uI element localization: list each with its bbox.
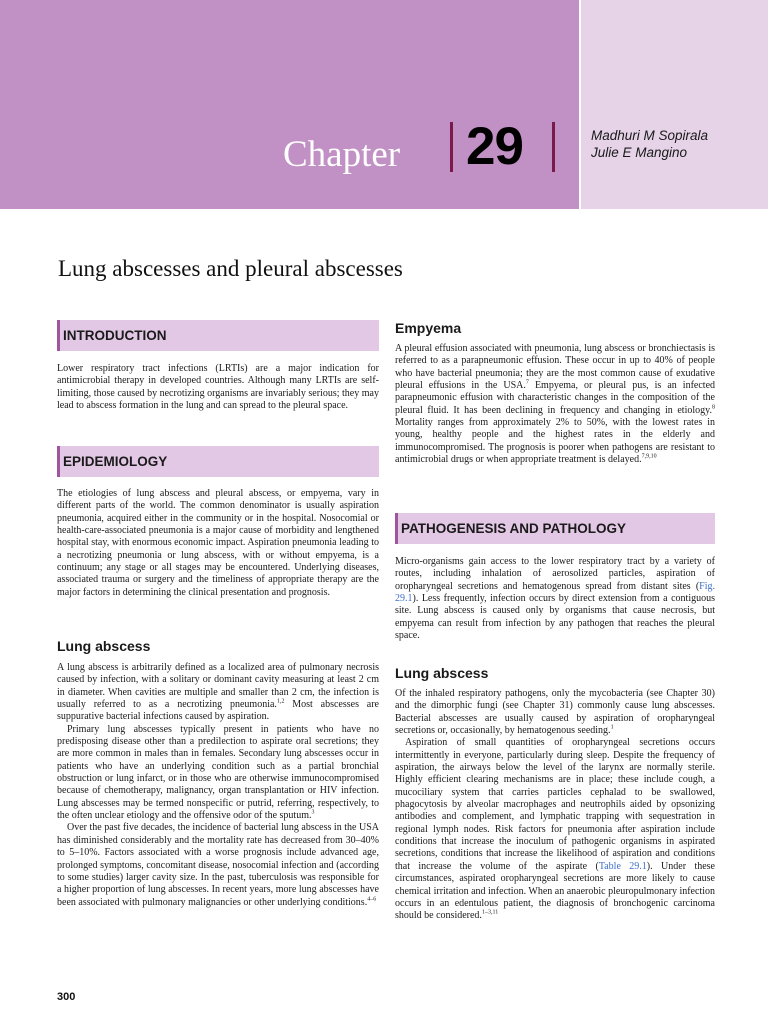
- author-list: [591, 127, 708, 161]
- paragraph-text: A lung abscess is arbitrarily defined as a localized area of pulmonary necrosis caused by infection, with a solitary or dominant cavity measuring at least 2 cm in diameter. When cavities are multiple and smaller than 2 cm, the infection is usually referred to as a necrotizing pneumonia.: [57, 662, 379, 711]
- subheading-lung-abscess: Lung abscess: [395, 665, 489, 681]
- body-paragraph: [395, 737, 715, 922]
- citation: 8: [712, 404, 715, 411]
- body-paragraph: [57, 724, 379, 823]
- citation: 7: [525, 379, 529, 386]
- paragraph-text: Aspiration of small quantities of oropharyngeal secretions occurs intermittently in everyone, particularly during sleep. Despite the frequency of aspiration, the airways below the level of the larynx are normally sterile. Highly efficient clearing mechanisms are in place; these include cough, a mucociliary system that carries particles cephalad to be swallowed, phagocytosis by alveolar macrophages and neutrophils aided by opsonizing antibodies and complement, and lymphatic trapping with sequestration in regional lymph nodes. Risk factors for pneumonia after aspiration include conditions that increase the inoculum of pathogenic organisms in aspirated secretions, conditions that increase the likelihood of aspiration and conditions that increase the volume of the aspirate (: [395, 737, 715, 872]
- lung-abscess-body: [57, 662, 379, 909]
- citation: 3: [311, 809, 315, 816]
- author-name: Madhuri M Sopirala: [591, 128, 709, 143]
- paragraph-text: Most abscesses are suppurative bacterial infections caused by aspiration.: [57, 699, 380, 723]
- introduction-paragraph: Lower respiratory tract infections (LRTIs) are a major indication for antimicrobial therapy in developed countries. Although many LRTIs are self-limiting, those caused by necrotizing organisms are invariably serious; they may lead to abscess formation in the lung and can spread to the pleural space.: [57, 363, 379, 412]
- lung-abscess-pathogenesis-body: [395, 688, 715, 923]
- empyema-paragraph: [395, 343, 715, 466]
- body-paragraph: [57, 822, 379, 908]
- paragraph-text: Empyema, or pleural pus, is an infected parapneumonic effusion with characteristic changes in the composition of the pleural fluid. It has been declining in frequency and changing in etiology.: [395, 380, 716, 416]
- paragraph-text: Micro-organisms gain access to the lower respiratory tract by a variety of routes, including inhalation of aerosolized particles, aspiration of oropharyngeal secretions and hematogenous spread from distant sites (: [395, 556, 715, 592]
- section-heading-introduction: INTRODUCTION: [57, 320, 379, 351]
- epidemiology-paragraph: The etiologies of lung abscess and pleural abscess, or empyema, vary in different parts of the world. The common denominator is usually aspiration pneumonia, acquired either in the community or in the hospital. Nosocomial or health-care-associated pneumonia is a major cause of morbidity and lengthened hospital stay, with enormous economic impact. Aspiration pneumonia leading to a necrotizing pneumonia or lung abscess, with or without empyema, is a continuum; any stage or all stages may be encountered. Underlying diseases, associated trauma or surgery and the timeliness of appropriate therapy are the major factors in determining the clinical presentation and prognosis.: [57, 488, 379, 598]
- chapter-divider-left: [450, 122, 453, 172]
- paragraph-text: Mortality ranges from approximately 2% to 50%, with the lowest rates in young, healthy people and the highest rates in the elderly and immunocompromised. The prognosis is poorer when pathogens are resistant to antimicrobial drugs or when appropriate treatment is delayed.: [395, 417, 715, 466]
- paragraph-text: Of the inhaled respiratory pathogens, only the mycobacteria (see Chapter 30) and the dimorphic fungi (see Chapter 31) commonly cause lung abscesses. Bacterial abscesses are usually caused by aspiration of oropharyngeal secretions or, occasionally, by hematogenous seeding.: [395, 688, 715, 737]
- body-paragraph: [57, 662, 379, 724]
- paragraph-text: Primary lung abscesses typically present in patients who have no predisposing disease other than a predilection to aspirate oral secretions; they are more common in males than in females. Secondary lung abscesses occur in patients who have an underlying condition such as a partial bronchial obstruction or lung infarct, or in those who are otherwise immunocompromised because of chemotherapy, malignancy, organ transplantation or HIV infection. Lung abscesses may be termed nonspecific or putrid, referring, respectively, to the often unclear etiology and the offensive odor of the sputum.: [57, 723, 379, 822]
- section-heading-epidemiology: EPIDEMIOLOGY: [57, 446, 379, 477]
- citation: 7,9,10: [641, 453, 657, 460]
- subheading-lung-abscess: Lung abscess: [57, 638, 151, 654]
- chapter-divider-right: [552, 122, 555, 172]
- citation: 1,2: [276, 698, 285, 705]
- subheading-empyema: Empyema: [395, 320, 462, 336]
- chapter-title: Lung abscesses and pleural abscesses: [58, 256, 403, 281]
- pathogenesis-paragraph: [395, 556, 715, 642]
- body-paragraph: [395, 688, 715, 737]
- page-number: 300: [57, 991, 76, 1003]
- paragraph-text: ). Less frequently, infection occurs by direct extension from a contiguous site. Lung abscess is caused only by organisms that cause necrosis, but empyema can result from infection by any pathogen that reaches the pleural space.: [395, 593, 715, 642]
- section-heading-pathogenesis: PATHOGENESIS AND PATHOLOGY: [395, 513, 715, 544]
- table-reference-link[interactable]: Table 29.1: [598, 860, 647, 872]
- chapter-label: Chapter: [283, 134, 401, 175]
- paragraph-text: Over the past five decades, the incidence of bacterial lung abscess in the USA has diminished considerably and the mortality rate has decreased from 30–40% to 5–10%. Factors associated with a worse prognosis include advanced age, prolonged symptoms, concomitant disease, nosocomial infection and (according to some studies) larger cavity size. In the past, tuberculosis was responsible for a higher proportion of lung abscesses. In recent years, more lung abscesses have been associated with pulmonary malignancies or other underlying conditions.: [57, 822, 379, 908]
- chapter-number: 29: [466, 117, 523, 176]
- citation: 4–6: [367, 896, 377, 903]
- paragraph-text: ). Under these circumstances, aspirated oropharyngeal secretions are more likely to cause chemical irritation and infection. When an anaerobic pleuropulmonary infection occurs in an edentulous patient, the diagnosis of bronchogenic carcinoma should be considered.: [395, 860, 715, 922]
- paragraph-text: A pleural effusion associated with pneumonia, lung abscess or bronchiectasis is referred to as a parapneumonic effusion. These occur in up to 40% of people who have bacterial pneumonia; they are the most common cause of exudative pleural effusions in the USA.: [395, 343, 715, 392]
- figure-reference-link[interactable]: Fig. 29.1: [395, 580, 715, 605]
- author-name: Julie E Mangino: [591, 145, 688, 160]
- author-panel: [581, 0, 768, 209]
- citation: 1–3,11: [481, 909, 499, 916]
- citation: 1: [610, 724, 614, 731]
